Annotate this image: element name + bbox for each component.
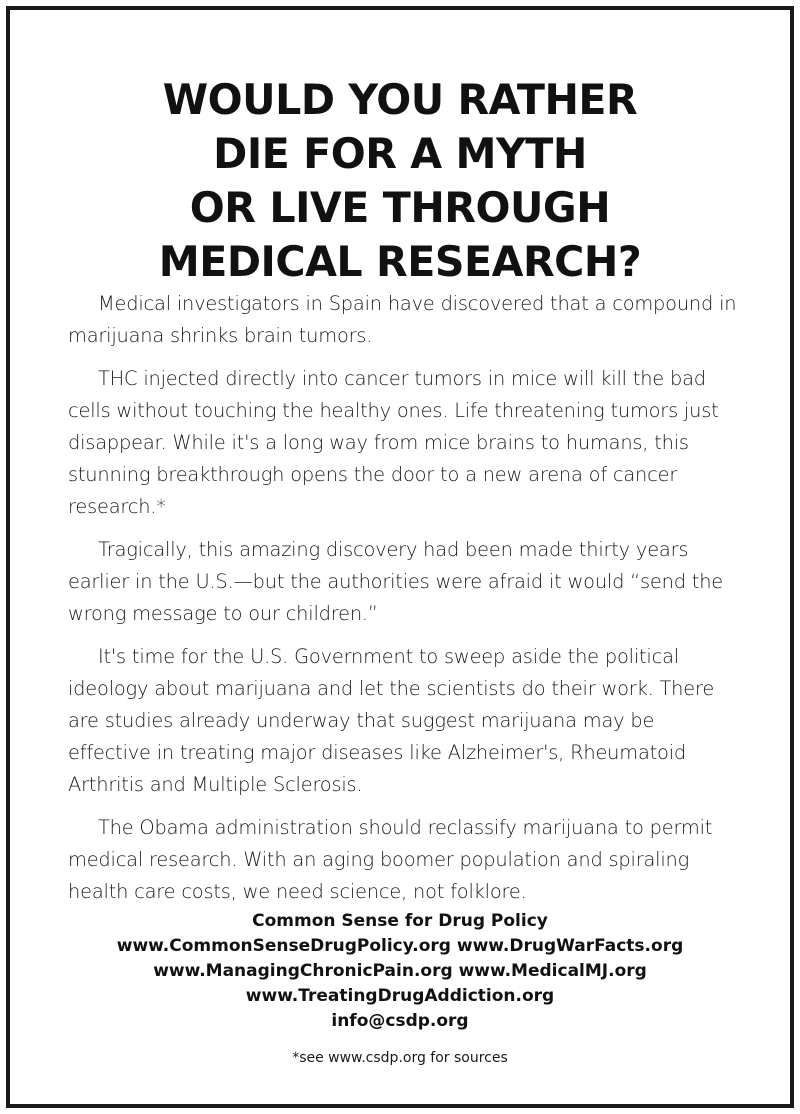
paragraph: Medical investigators in Spain have discovered that a compound in marijuana shrinks brain tumors. bbox=[68, 292, 737, 347]
paragraph: The Obama administration should reclassify marijuana to permit medical research. With an aging boomer population and spiraling health care costs, we need science, not folklore. bbox=[68, 816, 713, 903]
headline bbox=[0, 73, 800, 289]
website-line: www.ManagingChronicPain.org www.MedicalMJ.org bbox=[153, 961, 647, 981]
paragraph: THC injected directly into cancer tumors in mice will kill the bad cells without touching the healthy ones. Life threatening tumors just disappear. While it's a long way from mice brains to humans, this stunning breakthrough opens the door to a new arena of cancer research.* bbox=[68, 367, 719, 518]
organization-name: Common Sense for Drug Policy bbox=[252, 911, 548, 931]
headline-line: OR LIVE THROUGH bbox=[189, 183, 611, 232]
body-text bbox=[68, 288, 738, 919]
paragraph: Tragically, this amazing discovery had been made thirty years earlier in the U.S.—but the authorities were afraid it would “send the wrong message to our children.” bbox=[68, 538, 724, 625]
footnote: *see www.csdp.org for sources bbox=[292, 1050, 508, 1066]
headline-line: WOULD YOU RATHER bbox=[162, 75, 638, 124]
email-address: info@csdp.org bbox=[331, 1011, 469, 1031]
website-line: www.TreatingDrugAddiction.org bbox=[245, 986, 555, 1006]
headline-line: MEDICAL RESEARCH? bbox=[158, 237, 642, 286]
headline-line: DIE FOR A MYTH bbox=[213, 129, 587, 178]
paragraph: It's time for the U.S. Government to sweep aside the political ideology about marijuana and let the scientists do their work. There are studies already underway that suggest marijuana may be effective in treating major diseases like Alzheimer's, Rheumatoid Arthritis and Multiple Sclerosis. bbox=[68, 645, 715, 796]
contact-block bbox=[0, 909, 800, 1034]
website-line: www.CommonSenseDrugPolicy.org www.DrugWarFacts.org bbox=[116, 936, 684, 956]
